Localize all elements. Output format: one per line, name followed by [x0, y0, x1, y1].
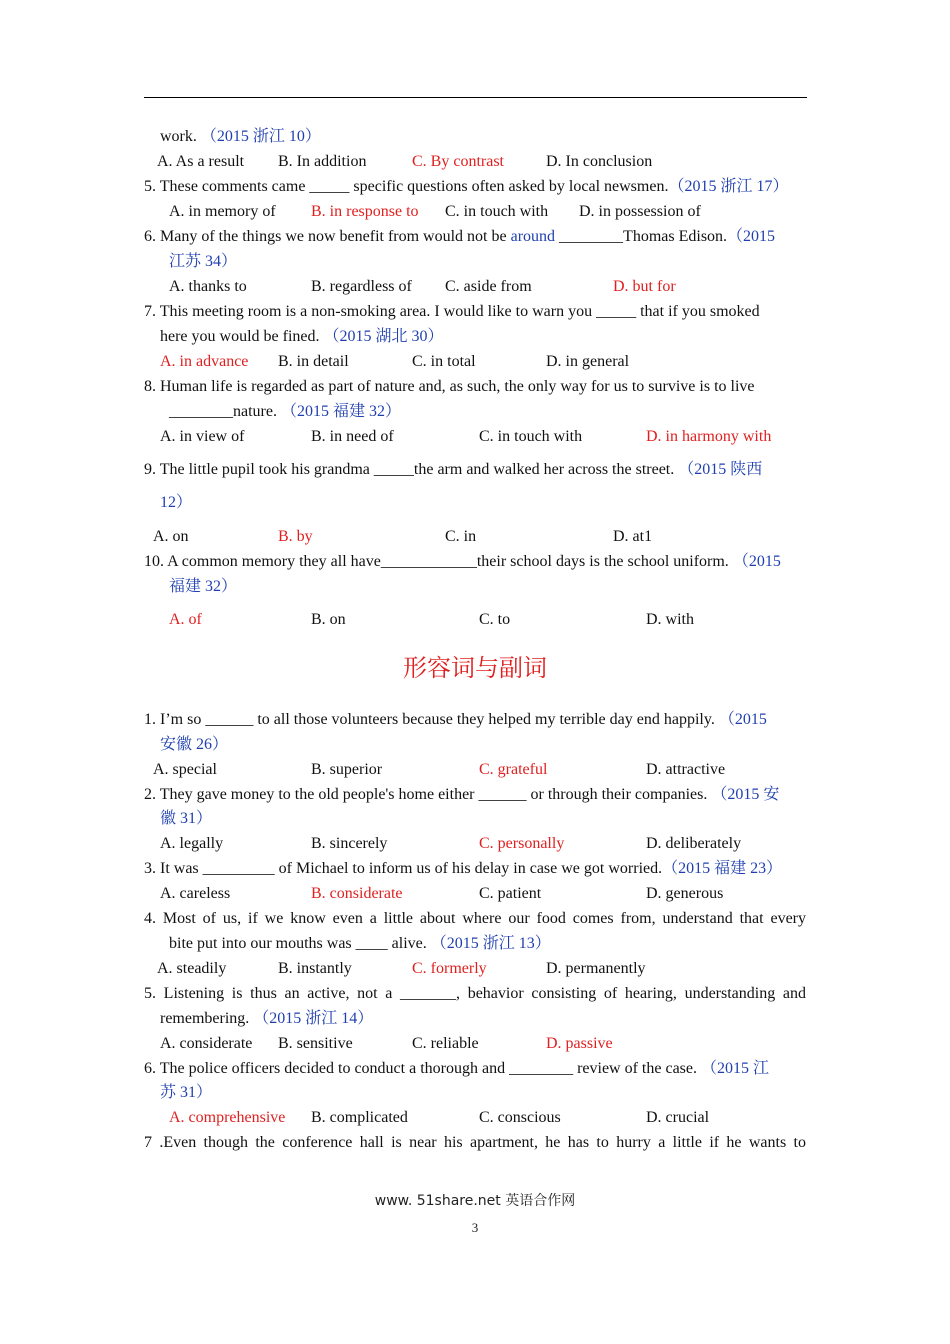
- section-title: 形容词与副词: [403, 654, 547, 682]
- option-b: B. sensitive: [278, 1035, 353, 1052]
- question-7: 7. This meeting room is a non-smoking area. I would like to warn you _____ that if you smoked: [144, 303, 760, 320]
- option-b: B. In addition: [278, 153, 367, 170]
- question-4: 4. Most of us, if we know even a little about where our food comes from, understand that every: [144, 910, 806, 927]
- answer-option-a: A. of: [169, 611, 202, 628]
- source-tag: （2015 福建 23）: [662, 860, 783, 877]
- option-c: C. in touch with: [445, 203, 549, 220]
- option-a: A. in memory of: [169, 203, 276, 220]
- option-c: C. to: [479, 611, 511, 628]
- question-6: 6. The police officers decided to conduct a thorough and ________ review of the case. （2015 江: [144, 1060, 770, 1077]
- option-a: A. thanks to: [169, 278, 247, 295]
- source-tag: （2015 浙江 14）: [253, 1010, 374, 1027]
- option-d: D. with: [646, 611, 694, 628]
- option-c: C. in touch with: [479, 428, 583, 445]
- question-8: 8. Human life is regarded as part of nature and, as such, the only way for us to survive is to live: [144, 378, 755, 395]
- source-tag: （2015 福建 32）: [280, 403, 401, 420]
- option-d: D. In conclusion: [546, 153, 653, 170]
- question-9: 9. The little pupil took his grandma _____the arm and walked her across the street. （2015 陕西: [144, 461, 763, 478]
- source-tag: 江苏 34）: [169, 253, 238, 270]
- option-b: B. regardless of: [311, 278, 412, 295]
- option-b: B. sincerely: [311, 835, 388, 852]
- answer-option-a: A. comprehensive: [169, 1109, 286, 1126]
- option-d: D. generous: [646, 885, 724, 902]
- option-b: B. on: [311, 611, 346, 628]
- option-b: B. in need of: [311, 428, 394, 445]
- option-d: D. permanently: [546, 960, 646, 977]
- source-tag: （2015 浙江 10）: [200, 128, 321, 145]
- answer-option-d: D. but for: [613, 278, 676, 295]
- option-d: D. in possession of: [579, 203, 701, 220]
- option-a: A. considerate: [160, 1035, 253, 1052]
- answer-option-c: C. By contrast: [412, 153, 504, 170]
- source-tag: （2015 浙江 17）: [668, 178, 789, 195]
- question-1: 1. I’m so ______ to all those volunteers because they helped my terrible day end happily. （2015: [144, 711, 767, 728]
- source-tag: 12）: [160, 494, 193, 511]
- question-7: 7 .Even though the conference hall is near his apartment, he has to hurry a little if he wants to: [144, 1134, 806, 1151]
- answer-option-a: A. in advance: [160, 353, 249, 370]
- option-b: B. instantly: [278, 960, 352, 977]
- question-4-line2: bite put into our mouths was ____ alive. （2015 浙江 13）: [169, 935, 551, 952]
- option-a: A. on: [153, 528, 189, 545]
- page-number: 3: [471, 1220, 479, 1235]
- question-7-line2: here you would be fined. （2015 湖北 30）: [160, 328, 444, 345]
- option-d: D. in general: [546, 353, 630, 370]
- header-rule: [144, 97, 807, 98]
- option-b: B. superior: [311, 761, 383, 778]
- question-3: 3. It was _________ of Michael to inform us of his delay in case we got worried.（2015 福建 23）: [144, 860, 783, 877]
- option-c: C. patient: [479, 885, 542, 902]
- option-a: A. As a result: [157, 153, 245, 170]
- source-tag: 苏 31）: [160, 1084, 213, 1101]
- answer-option-c: C. formerly: [412, 960, 487, 977]
- option-c: C. in total: [412, 353, 476, 370]
- question-2: 2. They gave money to the old people's home either ______ or through their companies. （2015 安: [144, 786, 780, 803]
- answer-option-b: B. in response to: [311, 203, 419, 220]
- question-4-tail: work. （2015 浙江 10）: [160, 128, 321, 145]
- source-tag: 安徽 26）: [160, 736, 229, 753]
- source-tag: （2015 浙江 13）: [430, 935, 551, 952]
- question-6: 6. Many of the things we now benefit from would not be around ________Thomas Edison.（2015: [144, 228, 776, 245]
- option-d: D. deliberately: [646, 835, 742, 852]
- option-d: D. attractive: [646, 761, 726, 778]
- answer-option-d: D. passive: [546, 1035, 613, 1052]
- question-5: 5. These comments came _____ specific questions often asked by local newsmen.（2015 浙江 17）: [144, 178, 789, 195]
- question-10: 10. A common memory they all have____________their school days is the school uniform. （2015: [144, 553, 781, 570]
- answer-option-c: C. personally: [479, 835, 565, 852]
- source-tag: 福建 32）: [169, 578, 238, 595]
- footer-site: www. 51share.net 英语合作网: [374, 1193, 576, 1209]
- source-tag: （2015 湖北 30）: [323, 328, 444, 345]
- option-b: B. complicated: [311, 1109, 408, 1126]
- answer-option-b: B. considerate: [311, 885, 403, 902]
- source-tag: 徽 31）: [160, 810, 213, 827]
- answer-option-c: C. grateful: [479, 761, 548, 778]
- option-a: A. careless: [160, 885, 231, 902]
- option-d: D. crucial: [646, 1109, 710, 1126]
- answer-option-d: D. in harmony with: [646, 428, 772, 445]
- option-a: A. special: [153, 761, 217, 778]
- answer-option-b: B. by: [278, 528, 313, 545]
- option-a: A. legally: [160, 835, 224, 852]
- question-8-line2: ________nature. （2015 福建 32）: [169, 403, 401, 420]
- option-a: A. in view of: [160, 428, 245, 445]
- option-c: C. conscious: [479, 1109, 561, 1126]
- question-5: 5. Listening is thus an active, not a _______, behavior consisting of hearing, understanding and: [144, 985, 806, 1002]
- option-c: C. in: [445, 528, 477, 545]
- option-a: A. steadily: [157, 960, 227, 977]
- option-b: B. in detail: [278, 353, 349, 370]
- option-c: C. reliable: [412, 1035, 479, 1052]
- question-5-line2: remembering. （2015 浙江 14）: [160, 1010, 374, 1027]
- option-d: D. at1: [613, 528, 653, 545]
- option-c: C. aside from: [445, 278, 532, 295]
